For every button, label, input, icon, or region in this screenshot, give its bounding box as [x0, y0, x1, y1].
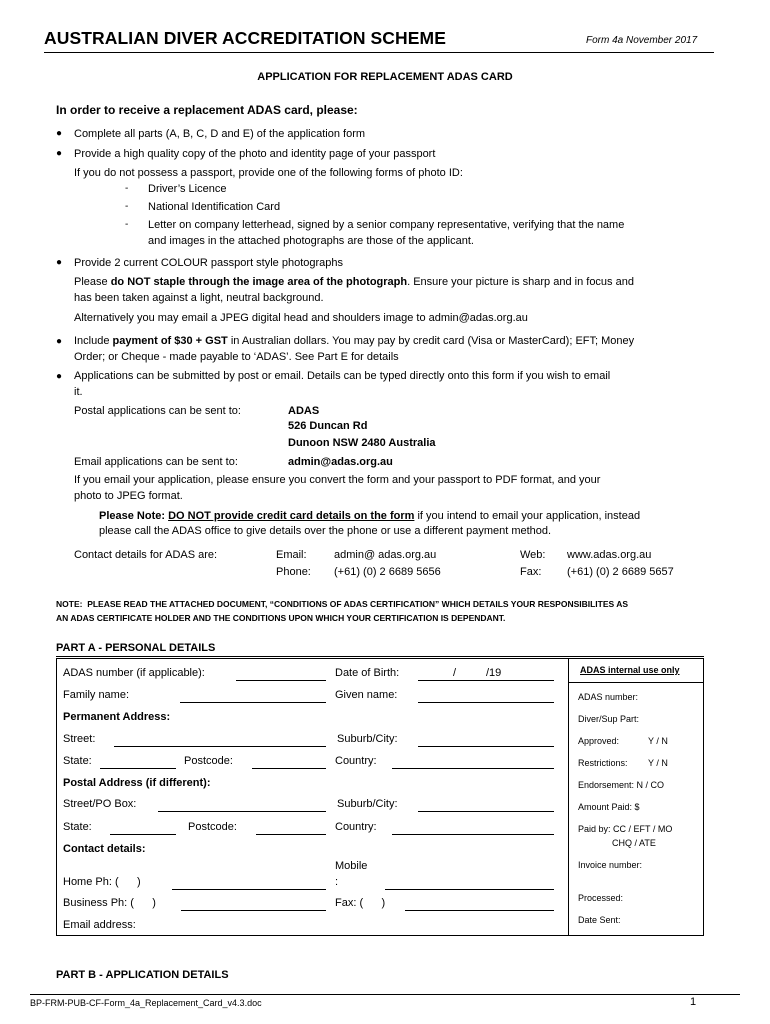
footer-divider: [30, 994, 740, 995]
id-option: Driver’s Licence: [148, 183, 227, 195]
header-divider: [44, 52, 714, 53]
internal-use-heading-rule: [568, 682, 704, 683]
internal-use-heading: ADAS internal use only: [580, 665, 680, 675]
postcode2-field[interactable]: [256, 834, 326, 835]
bullet-icon: ●: [56, 336, 63, 347]
internal-approved: Approved:: [578, 736, 620, 746]
given-name-label: Given name:: [335, 689, 398, 701]
credit-card-warning: Please Note: DO NOT provide credit card details on the form if you intend to email your application, instead: [99, 510, 641, 522]
instruction-photographs: Provide 2 current COLOUR passport style photographs: [74, 257, 344, 269]
country-field[interactable]: [392, 768, 554, 769]
internal-approved-options: Y / N: [648, 736, 668, 746]
conditions-note: NOTE: PLEASE READ THE ATTACHED DOCUMENT, “CONDITIONS OF ADAS CERTIFICATION” WHICH DETAILS YOUR RESPONSIBILITES AS: [56, 599, 629, 609]
postal-address-heading: Postal Address (if different):: [63, 777, 211, 789]
internal-invoice-number: Invoice number:: [578, 860, 643, 870]
family-name-field[interactable]: [180, 702, 326, 703]
photo-background-note: has been taken against a light, neutral background.: [74, 292, 324, 304]
business-phone-label: Business Ph: ( ): [63, 897, 156, 909]
part-a-divider: [56, 656, 704, 657]
street-po-field[interactable]: [158, 811, 326, 812]
contact-fax-label: Fax:: [520, 566, 542, 578]
photo-email-note: Alternatively you may email a JPEG digital head and shoulders image to admin@adas.org.au: [74, 312, 528, 324]
internal-restrictions: Restrictions:: [578, 758, 628, 768]
postcode-field[interactable]: [252, 768, 326, 769]
home-phone-field[interactable]: [172, 889, 326, 890]
bullet-icon: ●: [56, 371, 63, 382]
country2-label: Country:: [335, 821, 377, 833]
credit-card-warning-cont: please call the ADAS office to give details over the phone or use a different payment method.: [99, 525, 552, 537]
photo-staple-note: Please do NOT staple through the image area of the photograph. Ensure your picture is sharp and in focus and: [74, 276, 634, 288]
email-format-note: If you email your application, please ensure you convert the form and your passport to PDF format, and your: [74, 474, 601, 486]
mobile-field[interactable]: [385, 889, 554, 890]
form-reference: Form 4a November 2017: [586, 35, 698, 46]
part-a-heading: PART A - PERSONAL DETAILS: [56, 642, 216, 654]
postal-label: Postal applications can be sent to:: [74, 405, 241, 417]
contact-phone-label: Phone:: [276, 566, 311, 578]
form-title: AUSTRALIAN DIVER ACCREDITATION SCHEME: [44, 28, 446, 48]
street-field[interactable]: [114, 746, 326, 747]
page-number: 1: [690, 996, 697, 1008]
suburb2-label: Suburb/City:: [337, 798, 398, 810]
instruction-complete-parts: Complete all parts (A, B, C, D and E) of the application form: [74, 128, 366, 140]
dob-label: Date of Birth:: [335, 667, 400, 679]
instruction-submission-cont: it.: [74, 386, 83, 398]
permanent-address-heading: Permanent Address:: [63, 711, 171, 723]
home-phone-label: Home Ph: ( ): [63, 876, 141, 888]
id-option-cont: and images in the attached photographs are those of the applicant.: [148, 235, 474, 247]
internal-amount-paid: Amount Paid: $: [578, 802, 640, 812]
postal-line: ADAS: [288, 405, 320, 417]
postcode-label: Postcode:: [184, 755, 233, 767]
internal-paid-by-cont: CHQ / ATE: [612, 838, 656, 848]
dash-icon: -: [125, 201, 129, 212]
family-name-label: Family name:: [63, 689, 130, 701]
dob-slash: /: [453, 667, 457, 679]
contact-fax: (+61) (0) 2 6689 5657: [567, 566, 674, 578]
internal-use-divider: [568, 658, 569, 936]
email-address-label: Email address:: [63, 919, 136, 931]
id-option: National Identification Card: [148, 201, 281, 213]
suburb-field[interactable]: [418, 746, 554, 747]
part-b-heading: PART B - APPLICATION DETAILS: [56, 969, 229, 981]
postal-line: 526 Duncan Rd: [288, 420, 368, 432]
contact-phone: (+61) (0) 2 6689 5656: [334, 566, 441, 578]
id-option: Letter on company letterhead, signed by a senior company representative, verifying that the name: [148, 219, 625, 231]
dash-icon: -: [125, 183, 129, 194]
fax-field[interactable]: [405, 910, 554, 911]
mobile-label: Mobile: [335, 860, 368, 872]
intro-heading: In order to receive a replacement ADAS card, please:: [56, 103, 358, 117]
contact-web[interactable]: www.adas.org.au: [567, 549, 652, 561]
instruction-submission: Applications can be submitted by post or email. Details can be typed directly onto this form if you wish to email: [74, 370, 611, 382]
dob-year-prefix: /19: [486, 667, 502, 679]
postal-line: Dunoon NSW 2480 Australia: [288, 437, 436, 449]
internal-processed: Processed:: [578, 893, 624, 903]
mobile-colon: :: [335, 876, 339, 888]
given-name-field[interactable]: [418, 702, 554, 703]
state2-label: State:: [63, 821, 92, 833]
bullet-icon: ●: [56, 128, 63, 139]
contact-email[interactable]: admin@ adas.org.au: [334, 549, 437, 561]
suburb2-field[interactable]: [418, 811, 554, 812]
instruction-photo-id: If you do not possess a passport, provide one of the following forms of photo ID:: [74, 167, 463, 179]
contact-email-label: Email:: [276, 549, 307, 561]
internal-diver-sup: Diver/Sup Part:: [578, 714, 640, 724]
footer-filename: BP-FRM-PUB-CF-Form_4a_Replacement_Card_v4.3.doc: [30, 998, 262, 1008]
country2-field[interactable]: [392, 834, 554, 835]
instruction-payment-cont: Order; or Cheque - made payable to ‘ADAS’. See Part E for details: [74, 351, 399, 363]
internal-restrictions-options: Y / N: [648, 758, 668, 768]
email-app-address[interactable]: admin@adas.org.au: [288, 456, 393, 468]
instruction-payment: Include payment of $30 + GST in Australian dollars. You may pay by credit card (Visa or MasterCard); EFT; Money: [74, 335, 635, 347]
instruction-passport: Provide a high quality copy of the photo and identity page of your passport: [74, 148, 436, 160]
street-po-label: Street/PO Box:: [63, 798, 137, 810]
form-subtitle: APPLICATION FOR REPLACEMENT ADAS CARD: [257, 71, 513, 83]
dob-field[interactable]: [418, 680, 554, 681]
street-label: Street:: [63, 733, 96, 745]
adas-number-label: ADAS number (if applicable):: [63, 667, 205, 679]
country-label: Country:: [335, 755, 377, 767]
adas-number-field[interactable]: [236, 680, 326, 681]
contact-web-label: Web:: [520, 549, 546, 561]
email-format-note-cont: photo to JPEG format.: [74, 490, 183, 502]
suburb-label: Suburb/City:: [337, 733, 398, 745]
contact-details-heading: Contact details:: [63, 843, 146, 855]
bullet-icon: ●: [56, 257, 63, 268]
internal-paid-by: Paid by: CC / EFT / MO: [578, 824, 673, 834]
fax-label: Fax: ( ): [335, 897, 386, 909]
state2-field[interactable]: [110, 834, 176, 835]
bullet-icon: ●: [56, 148, 63, 159]
email-app-label: Email applications can be sent to:: [74, 456, 238, 468]
dash-icon: -: [125, 219, 129, 230]
contact-label: Contact details for ADAS are:: [74, 549, 218, 561]
conditions-note-cont: AN ADAS CERTIFICATE HOLDER AND THE CONDITIONS UPON WHICH YOUR CERTIFICATION IS DEPENDANT.: [56, 613, 506, 623]
internal-adas-number: ADAS number:: [578, 692, 639, 702]
state-field[interactable]: [100, 768, 176, 769]
postcode2-label: Postcode:: [188, 821, 237, 833]
business-phone-field[interactable]: [181, 910, 326, 911]
state-label: State:: [63, 755, 92, 767]
internal-date-sent: Date Sent:: [578, 915, 621, 925]
internal-endorsement: Endorsement: N / CO: [578, 780, 665, 790]
